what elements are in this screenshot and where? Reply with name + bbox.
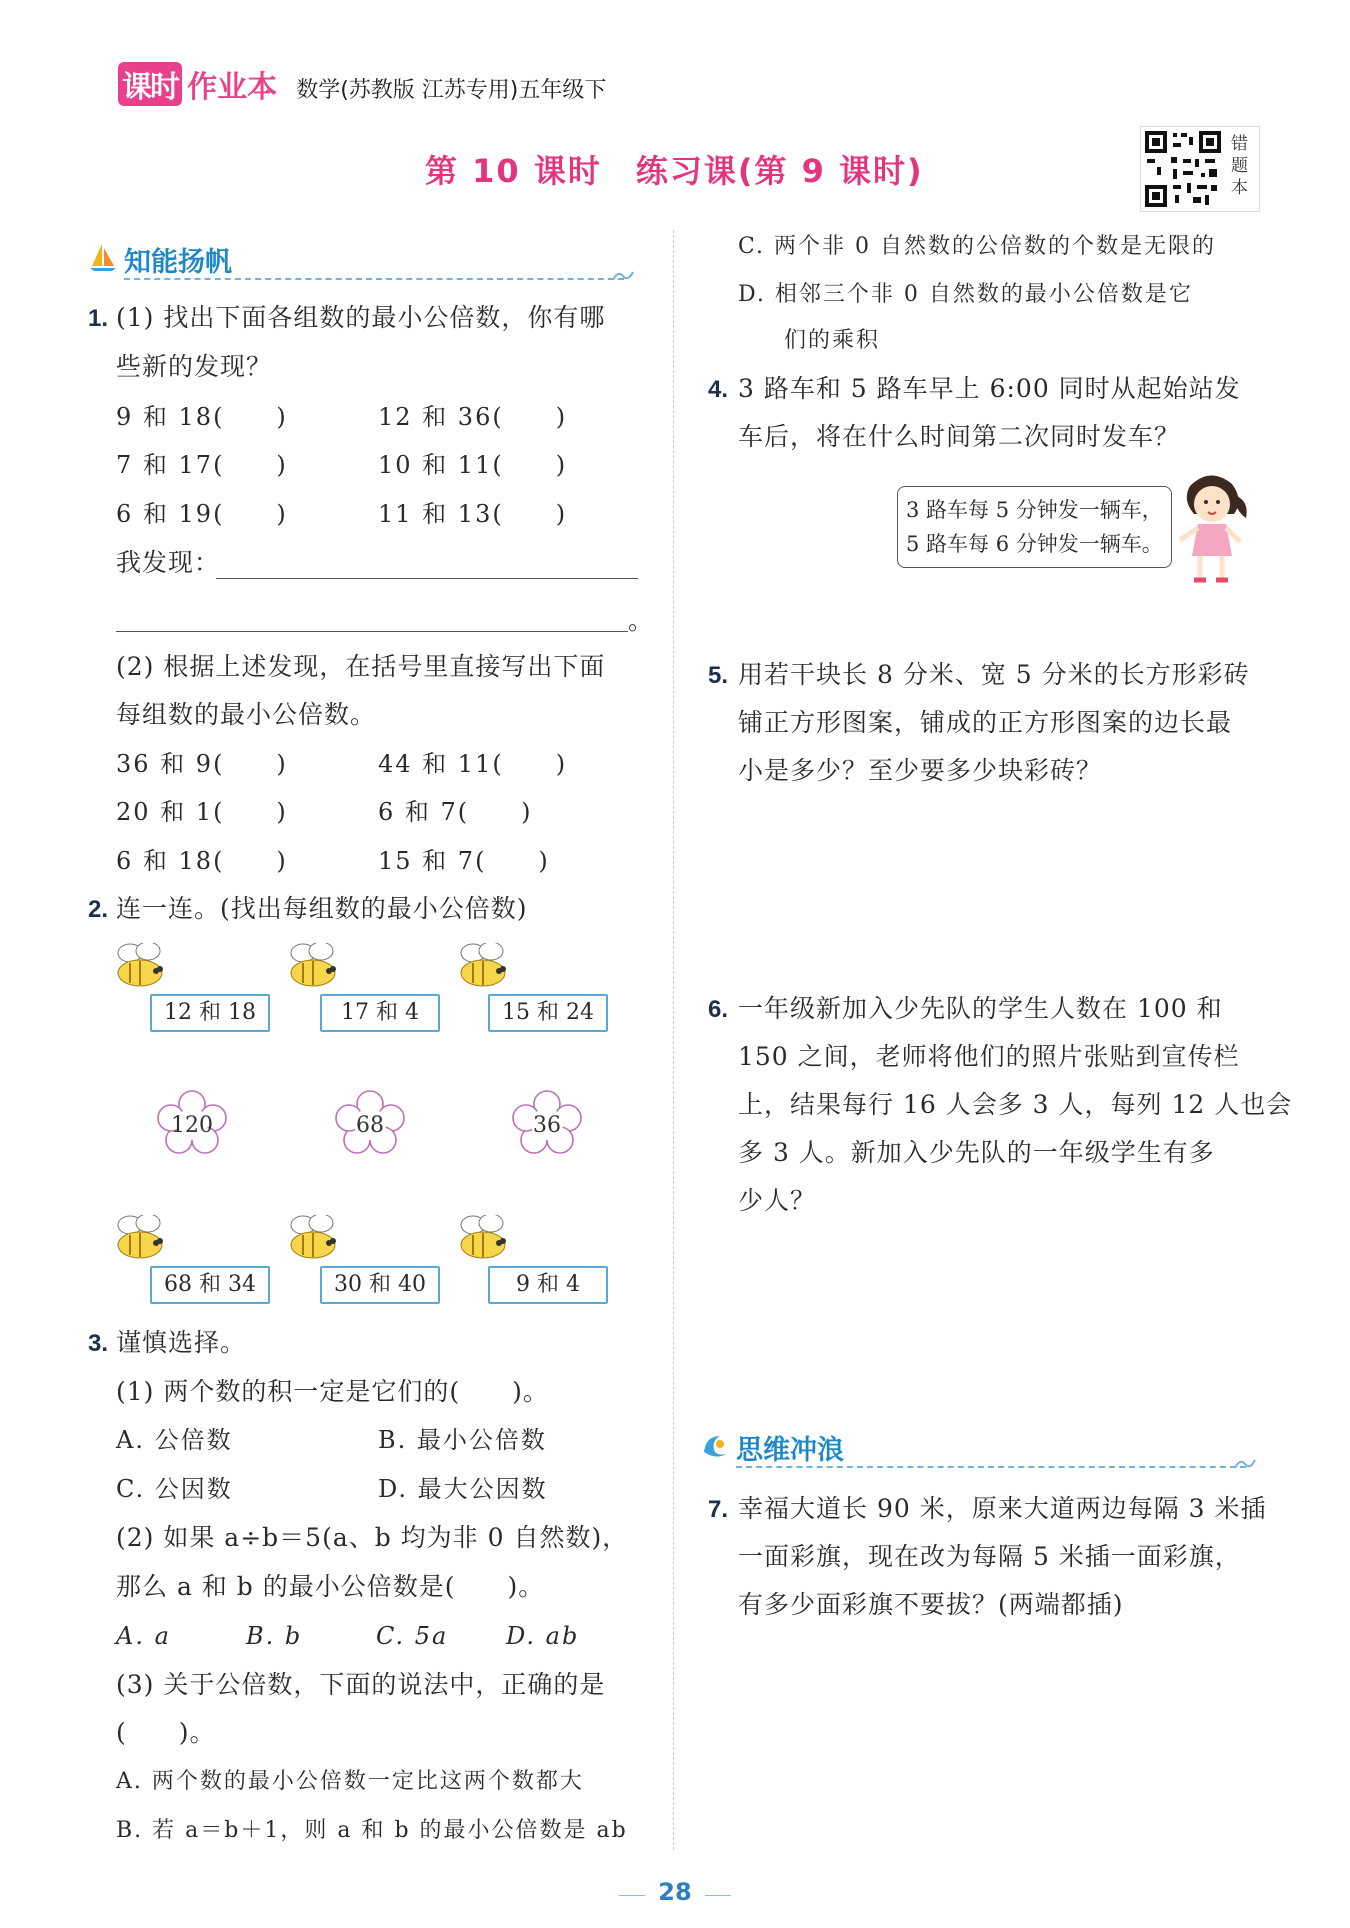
q2-flower[interactable] — [510, 1090, 584, 1154]
wave-icon — [1234, 1456, 1256, 1470]
q7-number: 7. — [708, 1496, 729, 1523]
bee-icon — [455, 943, 515, 991]
q2-flower-label: 36 — [533, 1113, 561, 1138]
q6-number: 6. — [708, 996, 729, 1023]
q3-s2-opt-c[interactable]: C. 5a — [376, 1622, 449, 1650]
section-header-2 — [700, 1428, 1260, 1468]
q1-grid1-r1c2: 12 和 36( ) — [378, 403, 568, 431]
q4-line1: 3 路车和 5 路车早上 6:00 同时从起始站发 — [738, 374, 1241, 403]
q7-line2: 一面彩旗，现在改为每隔 5 米插一面彩旗， — [738, 1542, 1241, 1571]
logo-mark: 课时 — [118, 62, 182, 106]
bee-icon — [112, 943, 172, 991]
q4-bubble-line2: 5 路车每 6 分钟发一辆车。 — [906, 532, 1163, 556]
girl-illustration — [1170, 470, 1260, 588]
q2-number: 2. — [88, 896, 109, 923]
q3-s3-opt-b[interactable]: B. 若 a＝b＋1，则 a 和 b 的最小公倍数是 ab — [116, 1818, 628, 1843]
q1-part1-line2: 些新的发现？ — [116, 352, 273, 381]
section-underline-1 — [124, 278, 624, 280]
q7-line1: 幸福大道长 90 米，原来大道两边每隔 3 米插 — [738, 1494, 1267, 1523]
q2-top-box[interactable]: 17 和 4 — [320, 994, 440, 1032]
section-header-1 — [88, 240, 636, 280]
q3-text: 谨慎选择。 — [116, 1328, 247, 1357]
q5-number: 5. — [708, 662, 729, 689]
q3-s3-line1: (3) 关于公倍数，下面的说法中，正确的是 — [116, 1670, 606, 1699]
surf-icon — [700, 1430, 730, 1460]
q3-s2-line1: (2) 如果 a÷b＝5(a、b 均为非 0 自然数)， — [116, 1523, 629, 1552]
q2-bottom-box[interactable]: 68 和 34 — [150, 1266, 270, 1304]
q3-s1: (1) 两个数的积一定是它们的( )。 — [116, 1377, 549, 1406]
section-title-1: 知能扬帆 — [124, 247, 232, 278]
q3-s2-line2: 那么 a 和 b 的最小公倍数是( )。 — [116, 1572, 545, 1601]
q1-grid2-r1c2: 44 和 11( ) — [378, 750, 568, 778]
section-title-2: 思维冲浪 — [736, 1435, 844, 1466]
page-footer — [610, 1878, 740, 1906]
q1-part1-line1: (1) 找出下面各组数的最小公倍数，你有哪 — [116, 303, 606, 332]
q4-line2: 车后，将在什么时间第二次同时发车？ — [738, 422, 1181, 451]
q1-grid2-r2c1: 20 和 1( ) — [116, 798, 288, 826]
q1-grid1-r3c1: 6 和 19( ) — [116, 500, 288, 528]
q6-line3: 上，结果每行 16 人会多 3 人，每列 12 人也会 — [738, 1090, 1293, 1119]
bee-icon — [285, 943, 345, 991]
qr-code[interactable] — [1140, 126, 1260, 212]
q5-line1: 用若干块长 8 分米、宽 5 分米的长方形彩砖 — [738, 660, 1250, 689]
q1-grid1-r2c1: 7 和 17( ) — [116, 451, 288, 479]
footer-rule-right — [705, 1895, 731, 1896]
sailboat-icon — [88, 242, 118, 272]
q1-discover-label: 我发现： — [116, 548, 221, 577]
q3-s1-opt-b[interactable]: B. 最小公倍数 — [378, 1426, 547, 1454]
q3-s3-opt-a[interactable]: A. 两个数的最小公倍数一定比这两个数都大 — [116, 1769, 584, 1794]
q1-part2-line1: (2) 根据上述发现，在括号里直接写出下面 — [116, 652, 606, 681]
qr-label: 错题本 — [1231, 134, 1248, 198]
lesson-title: 第 10 课时 练习课(第 9 课时) — [425, 152, 924, 190]
q2-flower-label: 68 — [356, 1113, 384, 1138]
q3-s2-opt-d[interactable]: D. ab — [506, 1622, 580, 1650]
q6-line4: 多 3 人。新加入少先队的一年级学生有多 — [738, 1138, 1215, 1167]
q5-line2: 铺正方形图案，铺成的正方形图案的边长最 — [738, 708, 1233, 737]
q2-flower-label: 120 — [171, 1113, 213, 1138]
q1-grid2-r3c2: 15 和 7( ) — [378, 847, 550, 875]
q6-line1: 一年级新加入少先队的学生人数在 100 和 — [738, 994, 1223, 1023]
wave-icon — [612, 268, 634, 282]
q4-speech-bubble — [897, 486, 1172, 568]
header — [118, 62, 818, 105]
q1-grid2-r2c2: 6 和 7( ) — [378, 798, 533, 826]
q1-answer-line-2[interactable] — [116, 631, 628, 632]
footer-rule-left — [619, 1895, 645, 1896]
q3-s3-line2: ( )。 — [116, 1718, 216, 1747]
q5-line3: 小是多少？至少要多少块彩砖？ — [738, 756, 1103, 785]
page-number: 28 — [658, 1878, 692, 1906]
bee-icon — [285, 1215, 345, 1263]
q3-s3-opt-d-line2: 们的乘积 — [784, 328, 881, 353]
q3-s2-opt-b[interactable]: B. b — [246, 1622, 303, 1650]
q3-s1-opt-d[interactable]: D. 最大公因数 — [378, 1475, 548, 1503]
q3-number: 3. — [88, 1330, 109, 1357]
bee-icon — [112, 1215, 172, 1263]
q2-bottom-box[interactable]: 30 和 40 — [320, 1266, 440, 1304]
q4-number: 4. — [708, 376, 729, 403]
bee-icon — [455, 1215, 515, 1263]
q2-flower[interactable] — [155, 1090, 229, 1154]
q3-s3-opt-c[interactable]: C. 两个非 0 自然数的公倍数的个数是无限的 — [738, 234, 1217, 259]
column-divider — [673, 230, 674, 1850]
q3-s1-opt-a[interactable]: A. 公倍数 — [116, 1426, 233, 1454]
q4-bubble-line1: 3 路车每 5 分钟发一辆车， — [906, 498, 1163, 522]
book-subtitle: 数学(苏教版 江苏专用)五年级下 — [296, 78, 607, 103]
q1-grid1-r1c1: 9 和 18( ) — [116, 403, 288, 431]
q1-number: 1. — [88, 305, 109, 332]
q3-s3-opt-d-line1[interactable]: D. 相邻三个非 0 自然数的最小公倍数是它 — [738, 282, 1193, 307]
q6-line5: 少人？ — [738, 1186, 817, 1215]
q1-grid1-r2c2: 10 和 11( ) — [378, 451, 568, 479]
q1-answer-line-1[interactable] — [216, 578, 638, 579]
q2-top-box[interactable]: 12 和 18 — [150, 994, 270, 1032]
q1-part2-line2: 每组数的最小公倍数。 — [116, 700, 377, 729]
q1-grid1-r3c2: 11 和 13( ) — [378, 500, 568, 528]
q1-grid2-r3c1: 6 和 18( ) — [116, 847, 288, 875]
q1-answer-period: 。 — [628, 606, 655, 635]
logo-text: 作业本 — [187, 70, 278, 105]
section-underline-2 — [736, 1466, 1246, 1468]
q2-bottom-box[interactable]: 9 和 4 — [488, 1266, 608, 1304]
q1-grid2-r1c1: 36 和 9( ) — [116, 750, 288, 778]
q2-text: 连一连。(找出每组数的最小公倍数) — [116, 894, 528, 923]
q3-s2-opt-a[interactable]: A. a — [116, 1622, 171, 1650]
q2-top-box[interactable]: 15 和 24 — [488, 994, 608, 1032]
q7-line3: 有多少面彩旗不要拔？(两端都插) — [738, 1590, 1124, 1619]
qr-code-icon — [1143, 129, 1223, 209]
q2-flower[interactable] — [333, 1090, 407, 1154]
q6-line2: 150 之间，老师将他们的照片张贴到宣传栏 — [738, 1042, 1240, 1071]
q3-s1-opt-c[interactable]: C. 公因数 — [116, 1475, 233, 1503]
